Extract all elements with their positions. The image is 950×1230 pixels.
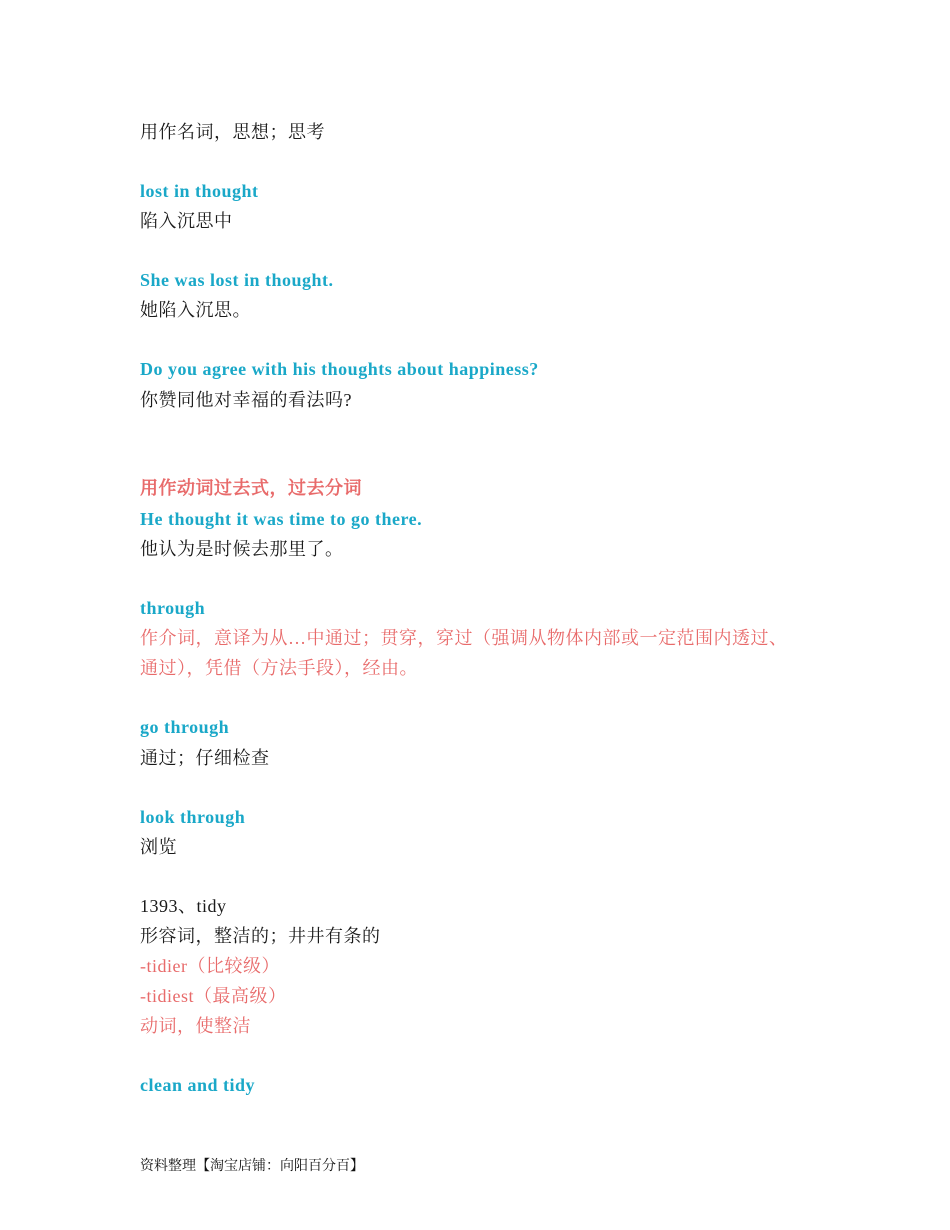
example-translation: 她陷入沉思。 [140,300,251,320]
example-translation: 他认为是时候去那里了。 [140,539,344,559]
example-sentence: He thought it was time to go there. [140,509,423,529]
page-footer: 资料整理【淘宝店铺：向阳百分百】 [140,1158,364,1174]
phrase-lost-in-thought: lost in thought [140,181,259,201]
section-heading-verb: 用作动词过去式，过去分词 [140,478,362,498]
phrase-clean-and-tidy: clean and tidy [140,1075,256,1095]
phrase-translation: 陷入沉思中 [140,211,233,231]
definition-adjective: 形容词，整洁的；井井有条的 [140,926,381,946]
phrase-translation: 通过；仔细检查 [140,748,270,768]
definition-preposition: 作介词，意译为从…中通过；贯穿，穿过（强调从物体内部或一定范围内透过、通过），凭借（方法手段），经由。 [140,628,788,678]
phrase-look-through: look through [140,807,246,827]
comparative-form: -tidier（比较级） [140,956,280,976]
word-heading-through: through [140,598,206,618]
phrase-go-through: go through [140,717,230,737]
definition-verb: 动词，使整洁 [140,1016,251,1036]
example-translation: 你赞同他对幸福的看法吗? [140,390,352,410]
example-sentence: She was lost in thought. [140,270,334,290]
definition-noun: 用作名词，思想；思考 [140,122,325,142]
example-sentence: Do you agree with his thoughts about happiness? [140,359,539,379]
phrase-translation: 浏览 [140,837,177,857]
superlative-form: -tidiest（最高级） [140,986,287,1006]
word-heading-tidy: 1393、tidy [140,896,227,916]
